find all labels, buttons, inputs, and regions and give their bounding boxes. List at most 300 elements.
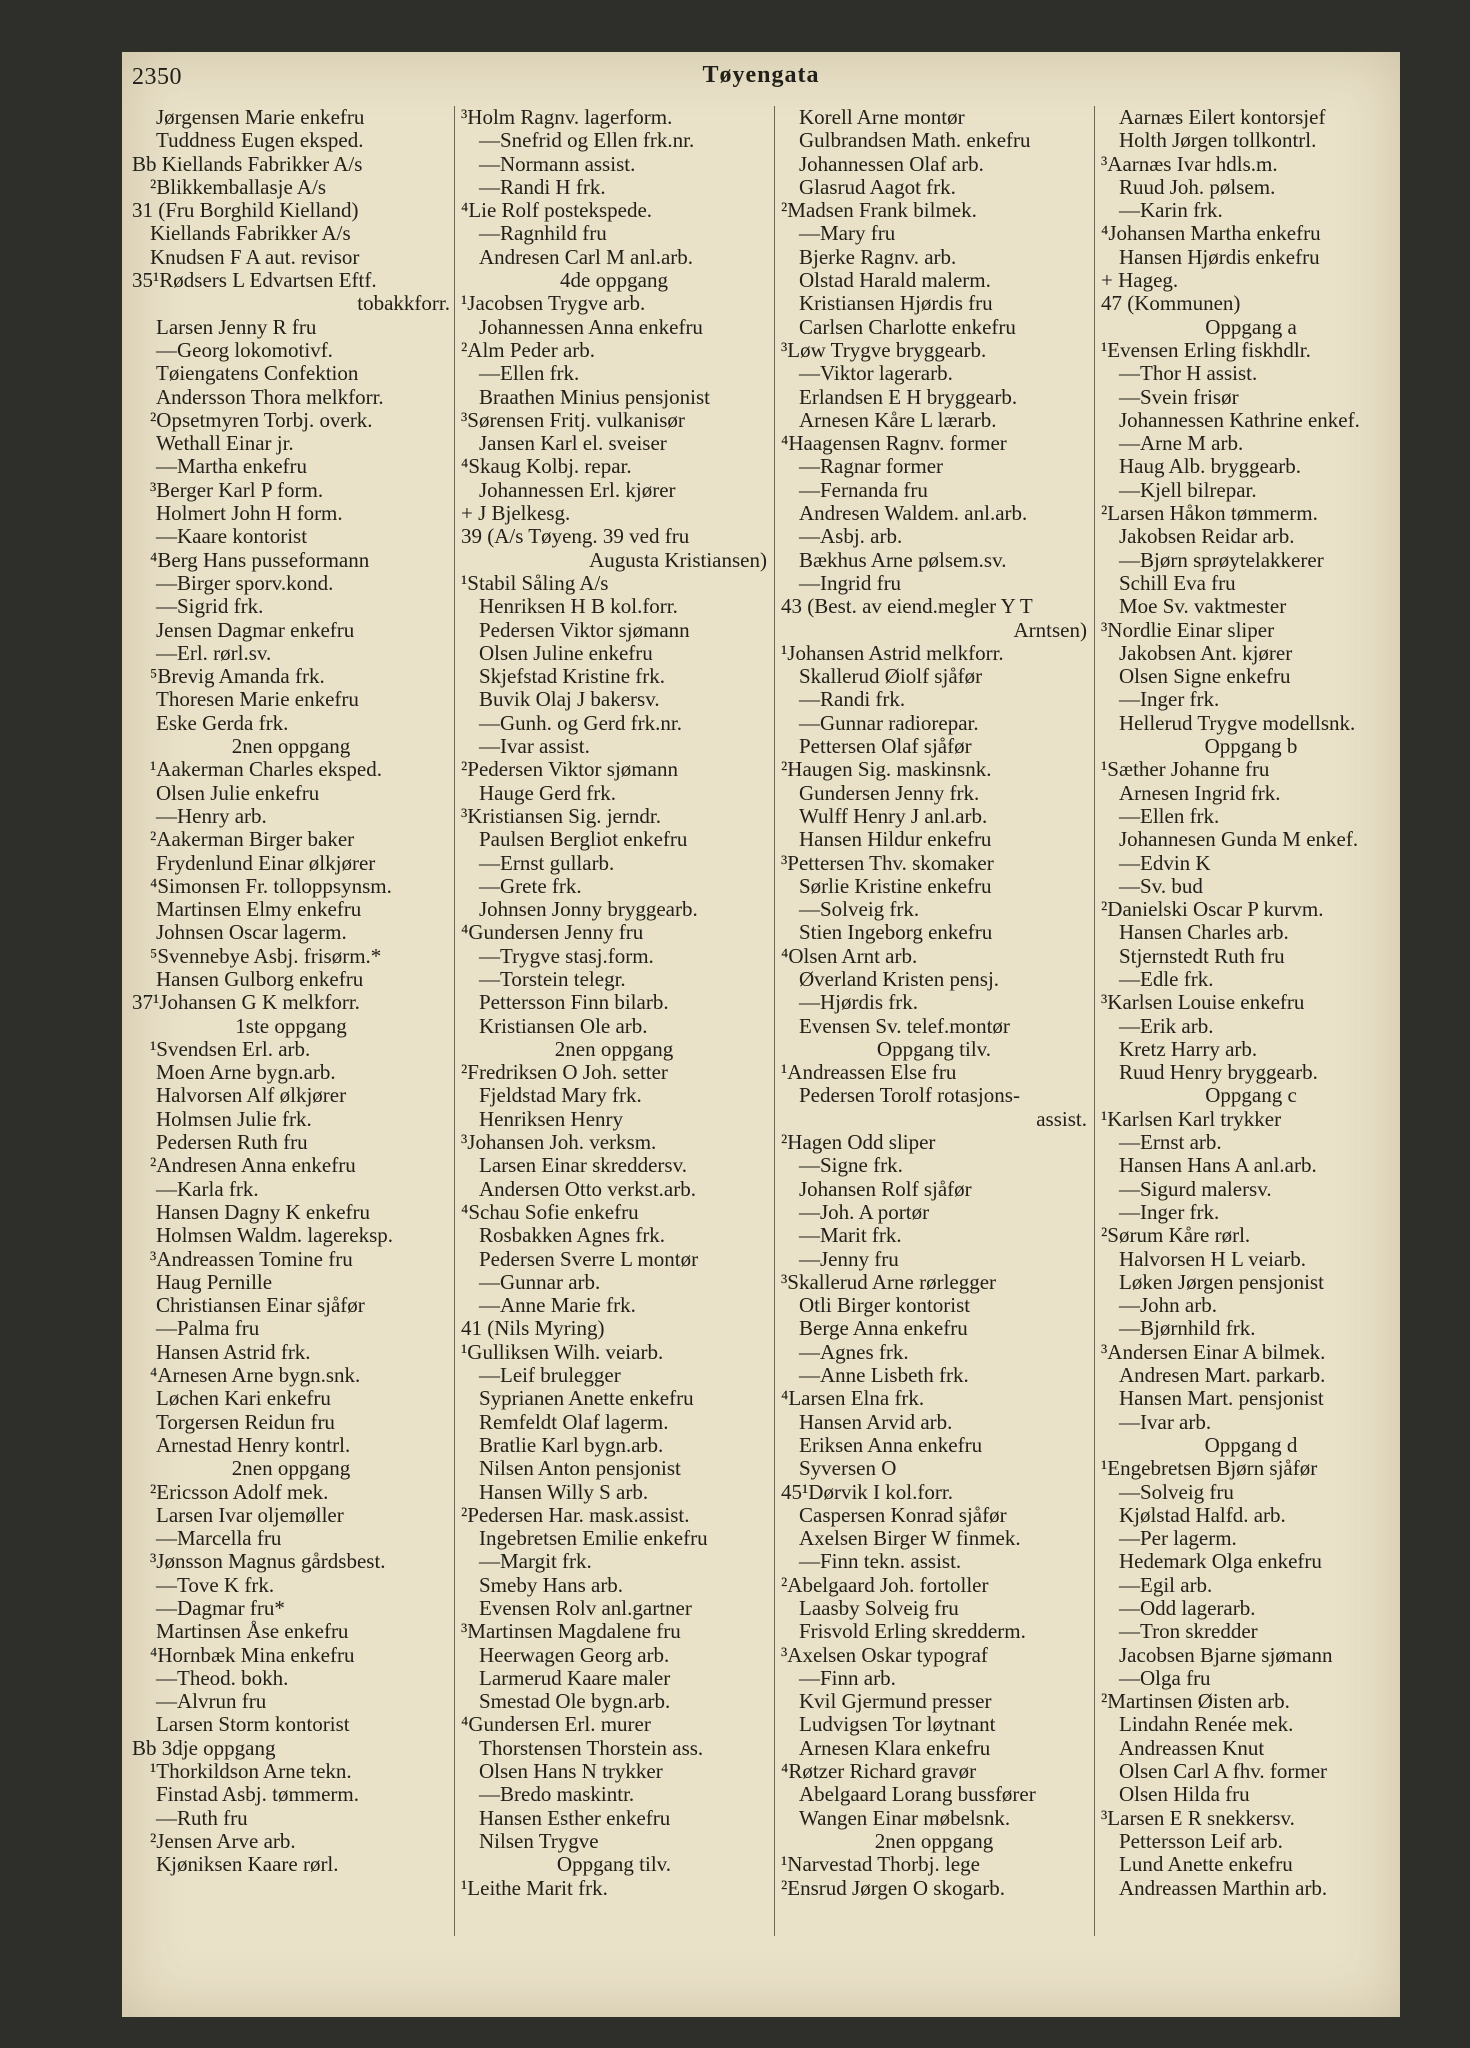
directory-entry: ⁴Olsen Arnt arb.: [781, 943, 918, 968]
directory-entry: ⁴Lie Rolf postekspede.: [461, 198, 653, 223]
directory-entry: Abelgaard Lorang bussfører: [799, 1782, 1036, 1807]
directory-entry: Johannesen Gunda M enkef.: [1119, 827, 1359, 852]
directory-entry: ¹Stabil Såling A/s: [461, 570, 609, 595]
page-number: 2350: [132, 64, 182, 90]
directory-entry: Kiellands Fabrikker A/s: [150, 221, 351, 246]
directory-entry: Evensen Rolv anl.gartner: [479, 1596, 692, 1620]
directory-entry: Johannessen Kathrine enkef.: [1119, 407, 1360, 432]
directory-entry: —Egil arb.: [1119, 1572, 1213, 1597]
directory-entry: Larsen Ivar oljemøller: [156, 1502, 344, 1527]
column-3: [774, 106, 1087, 1936]
directory-entry: Smestad Ole bygn.arb.: [479, 1689, 671, 1714]
directory-entry: ²Madsen Frank bilmek.: [781, 198, 977, 223]
directory-entry: —Ivar assist.: [479, 734, 590, 759]
directory-entry: ²Abelgaard Joh. fortoller: [781, 1572, 989, 1597]
directory-entry: 31 (Fru Borghild Kielland): [132, 198, 359, 223]
directory-entry: —Asbj. arb.: [799, 524, 903, 549]
directory-entry: ⁴Gundersen Jenny fru: [461, 920, 644, 945]
directory-entry: ²Danielski Oscar P kurvm.: [1101, 897, 1324, 922]
directory-entry: Olsen Hans N trykker: [479, 1759, 663, 1784]
directory-entry: Finstad Asbj. tømmerm.: [156, 1782, 360, 1807]
directory-entry: ³Holm Ragnv. lagerform.: [461, 106, 673, 129]
directory-entry: Larsen Einar skreddersv.: [479, 1153, 687, 1178]
directory-entry: Olsen Signe enkefru: [1119, 664, 1291, 689]
directory-entry: Martinsen Elmy enkefru: [156, 897, 362, 922]
directory-entry: —Svein frisør: [1119, 384, 1239, 409]
directory-entry: ³Aarnæs Ivar hdls.m.: [1101, 151, 1278, 176]
directory-entry: —Signe frk.: [799, 1153, 903, 1178]
directory-entry: Holmert John H form.: [156, 501, 343, 526]
directory-entry: Axelsen Birger W finmek.: [799, 1526, 1021, 1551]
directory-entry: ³Martinsen Magdalene fru: [461, 1619, 681, 1644]
directory-entry: Eske Gerda frk.: [156, 710, 289, 735]
directory-entry: Hansen Esther enkefru: [479, 1805, 671, 1830]
directory-entry: —Snefrid og Ellen frk.nr.: [479, 128, 695, 153]
directory-entry: Olsen Juline enkefru: [479, 640, 653, 665]
directory-entry: Johnsen Jonny bryggearb.: [479, 897, 698, 922]
directory-entry: Olsen Julie enkefru: [156, 780, 320, 805]
directory-entry: Ludvigsen Tor løytnant: [799, 1712, 996, 1737]
directory-entry: Skallerud Øiolf sjåfør: [799, 664, 983, 689]
directory-entry: Ruud Joh. pølsem.: [1119, 174, 1276, 199]
directory-entry: Løchen Kari enkefru: [156, 1386, 331, 1411]
directory-entry: ¹Andreassen Else fru: [781, 1060, 957, 1085]
directory-entry: ²Andresen Anna enkefru: [150, 1153, 356, 1178]
directory-entry: tobakkforr.: [357, 291, 450, 316]
directory-entry: —Martha enkefru: [156, 454, 308, 479]
directory-entry: —Ivar arb.: [1119, 1409, 1212, 1434]
directory-entry: —Inger frk.: [1119, 687, 1220, 712]
directory-entry: ¹Sæther Johanne fru: [1101, 757, 1270, 782]
directory-entry: ³Pettersen Thv. skomaker: [781, 850, 994, 875]
directory-entry: ⁴Gundersen Erl. murer: [461, 1712, 651, 1737]
directory-entry: —Karla frk.: [156, 1176, 259, 1201]
directory-entry: —Birger sporv.kond.: [156, 570, 334, 595]
directory-entry: Hansen Hjørdis enkefru: [1119, 244, 1320, 269]
directory-entry: —Anne Lisbeth frk.: [799, 1363, 969, 1388]
directory-entry: —Viktor lagerarb.: [799, 361, 953, 386]
directory-entry: ²Alm Peder arb.: [461, 337, 596, 362]
directory-entry: Bb 3dje oppgang: [132, 1735, 276, 1760]
directory-entry: —Tove K frk.: [156, 1572, 275, 1597]
directory-entry: Hansen Hans A anl.arb.: [1119, 1153, 1317, 1178]
directory-entry: —Ellen frk.: [479, 361, 580, 386]
directory-entry: 2nen oppgang: [231, 734, 351, 759]
directory-entry: ³Andersen Einar A bilmek.: [1101, 1339, 1326, 1364]
directory-entry: Ingebretsen Emilie enkefru: [479, 1526, 708, 1551]
directory-entry: —Ingrid fru: [799, 570, 902, 595]
directory-entry: Heerwagen Georg arb.: [479, 1642, 670, 1667]
directory-entry: ⁴Skaug Kolbj. repar.: [461, 454, 632, 479]
directory-entry: ¹Aakerman Charles eksped.: [150, 757, 382, 782]
directory-entry: Pettersson Leif arb.: [1119, 1828, 1283, 1853]
directory-entry: ⁵Brevig Amanda frk.: [150, 664, 325, 689]
directory-entry: Nilsen Trygve: [479, 1828, 599, 1853]
directory-entry: ²Ensrud Jørgen O skogarb.: [781, 1875, 1006, 1900]
directory-entry: Johannessen Erl. kjører: [479, 477, 676, 502]
directory-entry: —Normann assist.: [479, 151, 636, 176]
page-title: Tøyengata: [702, 62, 820, 88]
directory-entry: 37¹Johansen G K melkforr.: [132, 990, 360, 1015]
directory-entry: ⁴Johansen Martha enkefru: [1101, 221, 1321, 246]
directory-entry: —Randi H frk.: [479, 174, 606, 199]
directory-entry: Oppgang c: [1205, 1083, 1297, 1108]
directory-entry: —Kaare kontorist: [156, 524, 308, 549]
directory-entry: Larsen Jenny R fru: [156, 314, 317, 339]
directory-entry: Bækhus Arne pølsem.sv.: [799, 547, 1007, 572]
directory-entry: ⁴Berg Hans pusseformann: [150, 547, 370, 572]
directory-entry: —Per lagerm.: [1119, 1526, 1237, 1551]
directory-entry: ²Haugen Sig. maskinsnk.: [781, 757, 992, 782]
directory-entry: Gulbrandsen Math. enkefru: [799, 128, 1031, 153]
directory-entry: Henriksen Henry: [479, 1106, 624, 1131]
directory-entry: —Henry arb.: [156, 803, 267, 828]
directory-entry: Frisvold Erling skredderm.: [799, 1619, 1026, 1644]
directory-entry: ²Martinsen Øisten arb.: [1101, 1689, 1290, 1714]
directory-entry: Pettersson Finn bilarb.: [479, 990, 669, 1015]
directory-entry: —Edle frk.: [1119, 966, 1214, 991]
directory-entry: Andresen Carl M anl.arb.: [479, 244, 694, 269]
directory-entry: Pedersen Viktor sjømann: [479, 617, 690, 642]
directory-entry: Haug Pernille: [156, 1269, 273, 1294]
directory-entry: 41 (Nils Myring): [461, 1316, 605, 1341]
directory-entry: Arnesen Ingrid frk.: [1119, 780, 1281, 805]
directory-entry: ²Ericsson Adolf mek.: [150, 1479, 329, 1504]
directory-entry: ²Pedersen Viktor sjømann: [461, 757, 678, 782]
directory-entry: Olsen Hilda fru: [1119, 1782, 1250, 1807]
directory-entry: —John arb.: [1119, 1293, 1217, 1318]
column-2: [454, 106, 767, 1936]
directory-entry: —Dagmar fru*: [156, 1596, 285, 1620]
directory-entry: Kjølstad Halfd. arb.: [1119, 1502, 1286, 1527]
directory-entry: Kretz Harry arb.: [1119, 1036, 1258, 1061]
directory-entry: Hansen Willy S arb.: [479, 1479, 649, 1504]
directory-entry: Kristiansen Hjørdis fru: [799, 291, 993, 316]
directory-entry: Moen Arne bygn.arb.: [156, 1060, 336, 1085]
directory-entry: —Sv. bud: [1119, 873, 1203, 898]
directory-entry: Hansen Hildur enkefru: [799, 827, 992, 852]
directory-entry: 2nen oppgang: [231, 1456, 351, 1481]
directory-entry: ⁴Haagensen Ragnv. former: [781, 431, 1007, 456]
directory-entry: Lindahn Renée mek.: [1119, 1712, 1294, 1737]
directory-entry: Haug Alb. bryggearb.: [1119, 454, 1301, 479]
directory-entry: —Tron skredder: [1119, 1619, 1258, 1644]
directory-entry: Hansen Arvid arb.: [799, 1409, 953, 1434]
directory-entry: Andersson Thora melkforr.: [156, 384, 384, 409]
directory-entry: Bratlie Karl bygn.arb.: [479, 1432, 664, 1457]
directory-entry: Ruud Henry bryggearb.: [1119, 1060, 1318, 1085]
directory-entry: 2nen oppgang: [874, 1828, 994, 1853]
directory-entry: —Grete frk.: [479, 873, 582, 898]
directory-entry: —Edvin K: [1119, 850, 1211, 875]
directory-entry: —Fernanda fru: [799, 477, 928, 502]
directory-entry: ³Karlsen Louise enkefru: [1101, 990, 1305, 1015]
directory-entry: Jørgensen Marie enkefru: [156, 106, 365, 129]
directory-entry: Hansen Dagny K enkefru: [156, 1199, 371, 1224]
directory-entry: —Sigurd malersv.: [1119, 1176, 1272, 1201]
directory-entry: Hansen Mart. pensjonist: [1119, 1386, 1324, 1411]
directory-entry: —Finn tekn. assist.: [799, 1549, 962, 1574]
directory-entry: Schill Eva fru: [1119, 570, 1236, 595]
directory-entry: ³Andreassen Tomine fru: [150, 1246, 353, 1271]
directory-entry: Jacobsen Bjarne sjømann: [1119, 1642, 1333, 1667]
directory-entry: ¹Narvestad Thorbj. lege: [781, 1852, 980, 1877]
directory-entry: Kristiansen Ole arb.: [479, 1013, 648, 1038]
directory-entry: Andreassen Marthin arb.: [1119, 1875, 1328, 1900]
directory-entry: Tøiengatens Confektion: [156, 361, 359, 386]
directory-entry: Løken Jørgen pensjonist: [1119, 1269, 1324, 1294]
directory-entry: ²Larsen Håkon tømmerm.: [1101, 501, 1318, 526]
directory-entry: Johannessen Olaf arb.: [799, 151, 984, 176]
directory-entry: Smeby Hans arb.: [479, 1572, 624, 1597]
directory-entry: ¹Gulliksen Wilh. veiarb.: [461, 1339, 664, 1364]
directory-entry: 1ste oppgang: [235, 1013, 347, 1038]
directory-entry: —Theod. bokh.: [156, 1665, 289, 1690]
directory-entry: —Finn arb.: [799, 1665, 896, 1690]
directory-entry: ⁴Hornbæk Mina enkefru: [150, 1642, 355, 1667]
directory-entry: ³Berger Karl P form.: [150, 477, 324, 502]
directory-entry: Sørlie Kristine enkefru: [799, 873, 992, 898]
directory-entry: Johannessen Anna enkefru: [479, 314, 703, 339]
directory-entry: Lund Anette enkefru: [1119, 1852, 1293, 1877]
directory-entry: ²Blikkemballasje A/s: [150, 174, 327, 199]
directory-entry: Arntsen): [1013, 617, 1087, 642]
directory-entry: Kvil Gjermund presser: [799, 1689, 992, 1714]
directory-entry: Arnesen Klara enkefru: [799, 1735, 991, 1760]
directory-entry: Pedersen Torolf rotasjons-: [799, 1083, 1020, 1108]
directory-entry: Christiansen Einar sjåfør: [156, 1293, 365, 1318]
directory-entry: ³Axelsen Oskar typograf: [781, 1642, 988, 1667]
directory-entry: ²Jensen Arve arb.: [150, 1828, 296, 1853]
directory-entry: —Solveig frk.: [799, 897, 920, 922]
directory-entry: + J Bjelkesg.: [461, 501, 571, 526]
directory-entry: Moe Sv. vaktmester: [1119, 594, 1287, 619]
directory-entry: ¹Karlsen Karl trykker: [1101, 1106, 1282, 1131]
directory-entry: —Randi frk.: [799, 687, 906, 712]
directory-entry: ³Johansen Joh. verksm.: [461, 1130, 657, 1155]
directory-entry: 35¹Rødsers L Edvartsen Eftf.: [132, 268, 377, 293]
directory-entry: Hellerud Trygve modellsnk.: [1119, 710, 1356, 735]
directory-entry: Otli Birger kontorist: [799, 1293, 971, 1318]
directory-entry: —Anne Marie frk.: [479, 1293, 636, 1318]
directory-entry: —Inger frk.: [1119, 1199, 1220, 1224]
directory-entry: ¹Leithe Marit frk.: [461, 1875, 608, 1900]
directory-entry: ⁴Larsen Elna frk.: [781, 1386, 925, 1411]
directory-entry: Olsen Carl A fhv. former: [1119, 1759, 1328, 1784]
directory-entry: ³Skallerud Arne rørlegger: [781, 1269, 997, 1294]
directory-page: [122, 52, 1400, 2017]
directory-entry: Paulsen Bergliot enkefru: [479, 827, 688, 852]
directory-entry: Oppgang tilv.: [556, 1852, 672, 1877]
directory-entry: Arnesen Kåre L lærarb.: [799, 407, 997, 432]
directory-entry: —Gunh. og Gerd frk.nr.: [479, 710, 682, 735]
directory-entry: Halvorsen H L veiarb.: [1119, 1246, 1306, 1271]
directory-entry: Torgersen Reidun fru: [156, 1409, 335, 1434]
directory-entry: —Torstein telegr.: [479, 966, 626, 991]
directory-entry: —Ragnhild fru: [479, 221, 607, 246]
directory-entry: Halvorsen Alf ølkjører: [156, 1083, 347, 1108]
directory-entry: 45¹Dørvik I kol.forr.: [781, 1479, 953, 1504]
directory-entry: ¹Jacobsen Trygve arb.: [461, 291, 646, 316]
directory-entry: Jensen Dagmar enkefru: [156, 617, 355, 642]
directory-entry: Gundersen Jenny frk.: [799, 780, 980, 805]
directory-entry: —Georg lokomotivf.: [156, 337, 333, 362]
directory-entry: Larmerud Kaare maler: [479, 1665, 671, 1690]
directory-entry: ¹Johansen Astrid melkforr.: [781, 640, 1004, 665]
directory-entry: Jakobsen Reidar arb.: [1119, 524, 1295, 549]
directory-entry: Jansen Karl el. sveiser: [479, 431, 667, 456]
directory-entry: ³Jønsson Magnus gårdsbest.: [150, 1549, 386, 1574]
directory-entry: Eriksen Anna enkefru: [799, 1432, 983, 1457]
directory-entry: —Arne M arb.: [1119, 431, 1244, 456]
directory-entry: —Palma fru: [156, 1316, 260, 1341]
directory-entry: —Bredo maskintr.: [479, 1782, 635, 1807]
directory-entry: Wethall Einar jr.: [156, 431, 294, 456]
directory-entry: Johansen Rolf sjåfør: [799, 1176, 972, 1201]
directory-entry: ¹Svendsen Erl. arb.: [150, 1036, 311, 1061]
directory-entry: Pedersen Sverre L montør: [479, 1246, 699, 1271]
directory-entry: Hansen Gulborg enkefru: [156, 966, 364, 991]
directory-entry: ²Hagen Odd sliper: [781, 1130, 936, 1155]
directory-entry: Øverland Kristen pensj.: [799, 966, 1000, 991]
directory-entry: ⁵Svennebye Asbj. frisørm.*: [150, 943, 382, 968]
directory-entry: Kjøniksen Kaare rørl.: [156, 1852, 339, 1877]
directory-entry: ⁴Arnesen Arne bygn.snk.: [150, 1363, 361, 1388]
directory-entry: Bjerke Ragnv. arb.: [799, 244, 957, 269]
directory-entry: assist.: [1036, 1106, 1087, 1131]
directory-entry: Nilsen Anton pensjonist: [479, 1456, 681, 1481]
directory-entry: Oppgang tilv.: [876, 1036, 992, 1061]
directory-entry: Johnsen Oscar lagerm.: [156, 920, 347, 945]
directory-entry: —Marcella fru: [156, 1526, 282, 1551]
directory-entry: Henriksen H B kol.forr.: [479, 594, 678, 619]
directory-entry: Andreassen Knut: [1119, 1735, 1265, 1760]
directory-entry: —Gunnar arb.: [479, 1269, 601, 1294]
directory-entry: Laasby Solveig fru: [799, 1596, 959, 1620]
directory-entry: Knudsen F A aut. revisor: [150, 244, 360, 269]
directory-entry: Hauge Gerd frk.: [479, 780, 617, 805]
directory-entry: ³Kristiansen Sig. jerndr.: [461, 803, 661, 828]
directory-entry: Remfeldt Olaf lagerm.: [479, 1409, 669, 1434]
directory-entry: ²Aakerman Birger baker: [150, 827, 355, 852]
directory-entry: Korell Arne montør: [799, 106, 965, 129]
directory-entry: —Solveig fru: [1119, 1479, 1234, 1504]
directory-entry: —Ernst arb.: [1119, 1130, 1222, 1155]
directory-entry: Stien Ingeborg enkefru: [799, 920, 993, 945]
directory-entry: Syversen O: [799, 1456, 897, 1481]
directory-entry: Buvik Olaj J bakersv.: [479, 687, 660, 712]
directory-entry: —Leif brulegger: [479, 1363, 621, 1388]
directory-entry: ²Sørum Kåre rørl.: [1101, 1223, 1251, 1248]
directory-entry: Augusta Kristiansen): [589, 547, 767, 572]
directory-entry: Holmsen Julie frk.: [156, 1106, 312, 1131]
directory-entry: Pettersen Olaf sjåfør: [799, 734, 972, 759]
directory-entry: —Thor H assist.: [1119, 361, 1258, 386]
directory-entry: —Hjørdis frk.: [799, 990, 918, 1015]
directory-entry: 2nen oppgang: [554, 1036, 674, 1061]
directory-entry: —Kjell bilrepar.: [1119, 477, 1257, 502]
directory-entry: —Trygve stasj.form.: [479, 943, 654, 968]
directory-entry: ³Løw Trygve bryggearb.: [781, 337, 987, 362]
directory-entry: —Gunnar radiorepar.: [799, 710, 979, 735]
directory-entry: Oppgang d: [1204, 1432, 1298, 1457]
directory-entry: Tuddness Eugen eksped.: [156, 128, 364, 153]
directory-entry: Stjernstedt Ruth fru: [1119, 943, 1285, 968]
directory-entry: Arnestad Henry kontrl.: [156, 1432, 351, 1457]
directory-entry: —Ellen frk.: [1119, 803, 1220, 828]
directory-entry: Oppgang a: [1205, 314, 1297, 339]
directory-entry: ¹Thorkildson Arne tekn.: [150, 1759, 352, 1784]
directory-entry: Holth Jørgen tollkontrl.: [1119, 128, 1317, 153]
directory-entry: Rosbakken Agnes frk.: [479, 1223, 666, 1248]
directory-entry: Frydenlund Einar ølkjører: [156, 850, 376, 875]
directory-entry: Holmsen Waldm. lagereksp.: [156, 1223, 394, 1248]
directory-entry: 47 (Kommunen): [1101, 291, 1241, 316]
directory-entry: Carlsen Charlotte enkefru: [799, 314, 1016, 339]
directory-entry: ³Larsen E R snekkersv.: [1101, 1805, 1295, 1830]
directory-entry: —Odd lagerarb.: [1119, 1596, 1256, 1620]
directory-entry: ³Sørensen Fritj. vulkanisør: [461, 407, 685, 432]
directory-entry: ⁴Schau Sofie enkefru: [461, 1199, 639, 1224]
directory-entry: —Karin frk.: [1119, 198, 1223, 223]
directory-entry: —Alvrun fru: [156, 1689, 267, 1714]
column-4: [1094, 106, 1401, 1936]
directory-entry: Evensen Sv. telef.montør: [799, 1013, 1010, 1038]
directory-entry: Pedersen Ruth fru: [156, 1130, 308, 1155]
directory-entry: Caspersen Konrad sjåfør: [799, 1502, 1007, 1527]
directory-entry: —Marit frk.: [799, 1223, 902, 1248]
directory-entry: Oppgang b: [1204, 734, 1298, 759]
directory-entry: Andresen Waldem. anl.arb.: [799, 501, 1028, 526]
directory-entry: —Agnes frk.: [799, 1339, 909, 1364]
directory-entry: Thoresen Marie enkefru: [156, 687, 359, 712]
directory-entry: Berge Anna enkefru: [799, 1316, 968, 1341]
directory-entry: Martinsen Åse enkefru: [156, 1619, 349, 1644]
directory-entry: Bb Kiellands Fabrikker A/s: [132, 151, 363, 176]
directory-entry: Hedemark Olga enkefru: [1119, 1549, 1322, 1574]
column-1: [132, 106, 450, 1877]
directory-entry: Andresen Mart. parkarb.: [1119, 1363, 1326, 1388]
directory-entry: —Bjørnhild frk.: [1119, 1316, 1256, 1341]
directory-entry: —Olga fru: [1119, 1665, 1211, 1690]
directory-entry: ²Fredriksen O Joh. setter: [461, 1060, 668, 1085]
directory-entry: Aarnæs Eilert kontorsjef: [1119, 106, 1326, 129]
directory-entry: ⁴Røtzer Richard gravør: [781, 1759, 977, 1784]
directory-entry: + Hageg.: [1101, 268, 1179, 293]
directory-entry: —Ernst gullarb.: [479, 850, 615, 875]
directory-entry: Jakobsen Ant. kjører: [1119, 640, 1293, 665]
directory-entry: Braathen Minius pensjonist: [479, 384, 710, 409]
directory-entry: Olstad Harald malerm.: [799, 268, 991, 293]
directory-entry: —Bjørn sprøytelakkerer: [1119, 547, 1324, 572]
directory-entry: Skjefstad Kristine frk.: [479, 664, 666, 689]
directory-entry: —Ragnar former: [799, 454, 944, 479]
directory-entry: Thorstensen Thorstein ass.: [479, 1735, 704, 1760]
directory-entry: 39 (A/s Tøyeng. 39 ved fru: [461, 524, 690, 549]
directory-entry: Larsen Storm kontorist: [156, 1712, 350, 1737]
directory-entry: —Sigrid frk.: [156, 594, 264, 619]
directory-entry: Wangen Einar møbelsnk.: [799, 1805, 1011, 1830]
directory-entry: —Ruth fru: [156, 1805, 248, 1830]
directory-entry: 43 (Best. av eiend.megler Y T: [781, 594, 1033, 619]
directory-entry: Hansen Charles arb.: [1119, 920, 1289, 945]
directory-entry: ⁴Simonsen Fr. tolloppsynsm.: [150, 873, 392, 898]
directory-entry: ²Opsetmyren Torbj. overk.: [150, 407, 373, 432]
directory-entry: Erlandsen E H bryggearb.: [799, 384, 1018, 409]
directory-entry: ²Pedersen Har. mask.assist.: [461, 1502, 690, 1527]
directory-entry: ¹Evensen Erling fiskhdlr.: [1101, 337, 1311, 362]
directory-entry: Wulff Henry J anl.arb.: [799, 803, 988, 828]
